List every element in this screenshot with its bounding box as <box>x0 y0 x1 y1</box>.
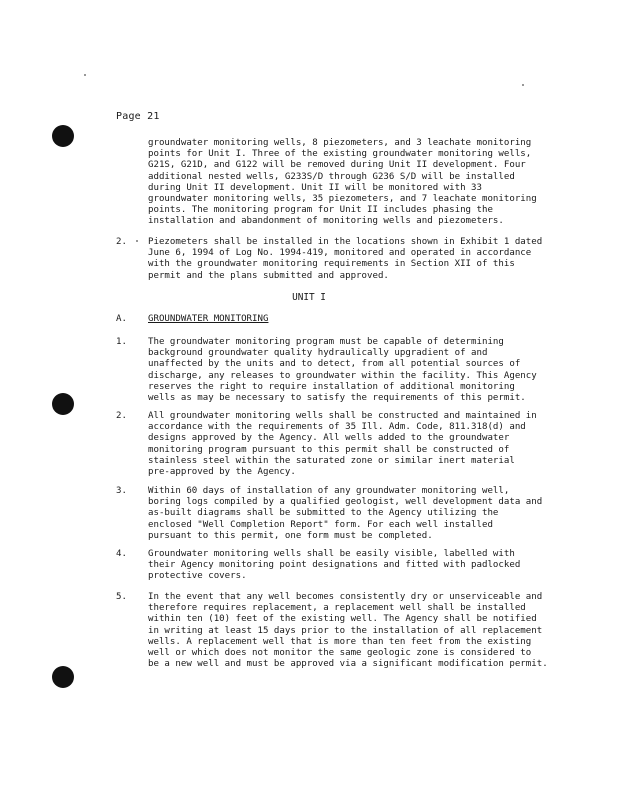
text-line: their Agency monitoring point designations and fitted with padlocked <box>148 560 521 571</box>
text-line: accordance with the requirements of 35 Ill. Adm. Code, 811.318(d) and <box>148 422 526 433</box>
unit-heading: UNIT I <box>292 292 326 303</box>
text-line: pre-approved by the Agency. <box>148 467 296 478</box>
scan-speck <box>522 84 524 86</box>
item-paragraph <box>148 486 588 542</box>
text-line: therefore requires replacement, a replacement well shall be installed <box>148 603 526 614</box>
piezometer-paragraph <box>148 237 588 282</box>
text-line: enclosed "Well Completion Report" form. For each well installed <box>148 519 493 530</box>
text-line: installation and abandonment of monitoring wells and piezometers. <box>148 216 504 227</box>
item-paragraph <box>148 549 588 583</box>
text-line: permit and the plans submitted and approved. <box>148 270 389 281</box>
punch-hole-middle <box>52 393 74 415</box>
text-line: Piezometers shall be installed in the locations shown in Exhibit 1 dated <box>148 237 543 247</box>
text-line: as-built diagrams shall be submitted to the Agency utilizing the <box>148 508 499 519</box>
item-number: 5. <box>116 592 127 602</box>
item-number: 2. <box>116 237 127 247</box>
text-line: reserves the right to require installation of additional monitoring <box>148 381 515 392</box>
text-line: stainless steel within the saturated zone or similar inert material <box>148 455 515 466</box>
item-paragraph <box>148 337 588 404</box>
item-number: 3. <box>116 486 127 496</box>
text-line: additional nested wells, G233S/D through G236 S/D will be installed <box>148 171 515 182</box>
text-line: wells. A replacement well that is more than ten feet from the existing <box>148 636 532 647</box>
text-line: during Unit II development. Unit II will be monitored with 33 <box>148 182 482 193</box>
text-line: In the event that any well becomes consistently dry or unserviceable and <box>148 592 543 602</box>
item-number: 4. <box>116 549 127 559</box>
section-title: GROUNDWATER MONITORING <box>148 314 269 324</box>
text-line: within ten (10) feet of the existing well. The Agency shall be notified <box>148 614 537 625</box>
text-line: discharge, any releases to groundwater within the facility. This Agency <box>148 370 537 381</box>
text-line: groundwater monitoring wells, 8 piezometers, and 3 leachate monitoring <box>148 138 532 148</box>
scan-speck <box>84 74 86 76</box>
text-line: pursuant to this permit, one form must be completed. <box>148 530 433 541</box>
continuation-paragraph <box>148 138 588 228</box>
text-line: designs approved by the Agency. All wells added to the groundwater <box>148 433 510 444</box>
section-letter: A. <box>116 314 127 324</box>
text-line: with the groundwater monitoring requirements in Section XII of this <box>148 259 515 270</box>
text-line: wells as may be necessary to satisfy the requirements of this permit. <box>148 393 526 404</box>
text-line: background groundwater quality hydraulically upgradient of and <box>148 348 488 359</box>
item-paragraph <box>148 592 588 670</box>
text-line: in writing at least 15 days prior to the installation of all replacement <box>148 625 543 636</box>
item-number: 1. <box>116 337 127 347</box>
item-number: 2. <box>116 411 127 421</box>
item-paragraph <box>148 411 588 478</box>
text-line: points for Unit I. Three of the existing groundwater monitoring wells, <box>148 149 532 160</box>
text-line: Groundwater monitoring wells shall be easily visible, labelled with <box>148 549 515 559</box>
text-line: protective covers. <box>148 571 247 582</box>
text-line: G21S, G21D, and G122 will be removed during Unit II development. Four <box>148 160 526 171</box>
text-line: The groundwater monitoring program must be capable of determining <box>148 337 504 347</box>
text-line: monitoring program pursuant to this permit shall be constructed of <box>148 444 510 455</box>
scan-speck <box>136 240 138 242</box>
punch-hole-bottom <box>52 666 74 688</box>
page-number: Page 21 <box>116 111 160 122</box>
text-line: well or which does not monitor the same geologic zone is considered to <box>148 648 532 659</box>
punch-hole-top <box>52 125 74 147</box>
text-line: be a new well and must be approved via a significant modification permit. <box>148 659 548 670</box>
text-line: points. The monitoring program for Unit II includes phasing the <box>148 205 493 216</box>
text-line: All groundwater monitoring wells shall be constructed and maintained in <box>148 411 537 421</box>
text-line: Within 60 days of installation of any groundwater monitoring well, <box>148 486 510 496</box>
text-line: unaffected by the units and to detect, from all potential sources of <box>148 359 521 370</box>
text-line: groundwater monitoring wells, 35 piezometers, and 7 leachate monitoring <box>148 194 537 205</box>
text-line: boring logs compiled by a qualified geologist, well development data and <box>148 497 543 508</box>
text-line: June 6, 1994 of Log No. 1994-419, monitored and operated in accordance <box>148 248 532 259</box>
